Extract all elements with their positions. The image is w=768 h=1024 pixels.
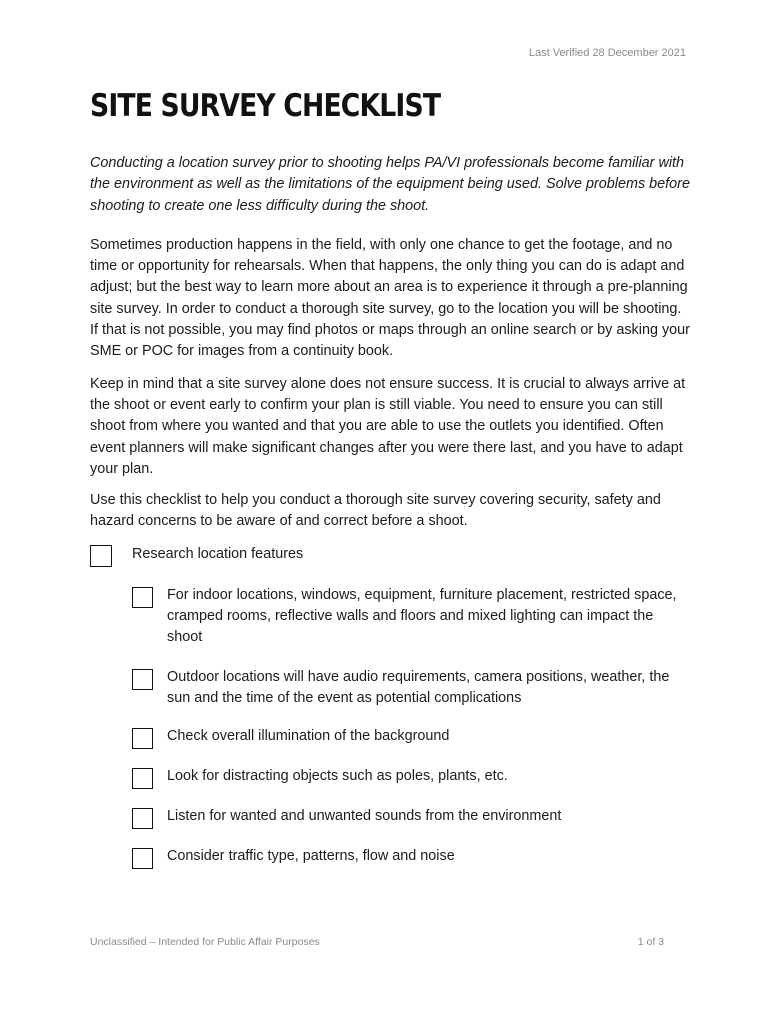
intro-paragraph: Conducting a location survey prior to shooting helps PA/VI professionals become familiar with the environment as well as the limitations of the equipment being used. Solve problems before shooting to create one less difficulty during the shoot. bbox=[90, 155, 690, 214]
checklist-subitem-label: For indoor locations, windows, equipment, furniture placement, restricted space, cramped rooms, reflective walls and floors and mixed lighting can impact the shoot bbox=[167, 586, 677, 646]
checklist-subitem-label: Listen for wanted and unwanted sounds from the environment bbox=[167, 808, 562, 825]
document-body bbox=[90, 153, 690, 869]
checklist-subitem bbox=[132, 726, 690, 749]
checkbox[interactable] bbox=[90, 545, 112, 567]
footer-classification: Unclassified – Intended for Public Affair Purposes bbox=[90, 936, 320, 948]
checklist-subitem-label: Check overall illumination of the background bbox=[167, 728, 450, 745]
checklist-item bbox=[90, 543, 690, 567]
last-verified-date: Last Verified 28 December 2021 bbox=[528, 47, 686, 59]
checklist bbox=[90, 543, 690, 869]
checklist-subitem-label: Outdoor locations will have audio requirements, camera positions, weather, the sun and the time of the event as potential complications bbox=[167, 668, 670, 706]
checklist-subitem-label: Consider traffic type, patterns, flow and noise bbox=[167, 848, 455, 865]
body-paragraph: Keep in mind that a site survey alone does not ensure success. It is crucial to always arrive at the shoot or event early to confirm your plan is still viable. You need to ensure you can still shoot from where you wanted and that you are able to use the outlets you identified. Often event planners will make significant changes after you were there last, and you have to adapt your plan. bbox=[90, 375, 686, 477]
checklist-instructions: Use this checklist to help you conduct a thorough site survey covering security, safety and hazard concerns to be aware of and correct before a shoot. bbox=[90, 492, 661, 530]
checklist-subitem bbox=[132, 806, 690, 829]
checklist-item-label: Research location features bbox=[132, 545, 304, 562]
checkbox[interactable] bbox=[132, 848, 153, 869]
checklist-subitem bbox=[132, 667, 690, 710]
body-paragraph: Sometimes production happens in the field, with only one chance to get the footage, and no time or opportunity for rehearsals. When that happens, the only thing you can do is adapt and adjust; but the best way to learn more about an area is to experience it through a pre-planning site survey. In order to conduct a thorough site survey, go to the location you will be shooting. If that is not possible, you may find photos or maps through an online search or by asking your SME or POC for images from a continuity book. bbox=[90, 236, 690, 360]
checklist-subitem bbox=[132, 846, 690, 869]
checklist-subitem bbox=[132, 766, 690, 789]
checkbox[interactable] bbox=[132, 669, 153, 690]
page-title: SITE SURVEY CHECKLIST bbox=[90, 88, 441, 124]
page-indicator: 1 of 3 bbox=[637, 936, 664, 948]
checkbox[interactable] bbox=[132, 728, 153, 749]
checkbox[interactable] bbox=[132, 768, 153, 789]
checkbox[interactable] bbox=[132, 587, 153, 608]
checklist-subitem bbox=[132, 585, 690, 649]
checklist-subitem-label: Look for distracting objects such as poles, plants, etc. bbox=[167, 768, 508, 785]
checkbox[interactable] bbox=[132, 808, 153, 829]
